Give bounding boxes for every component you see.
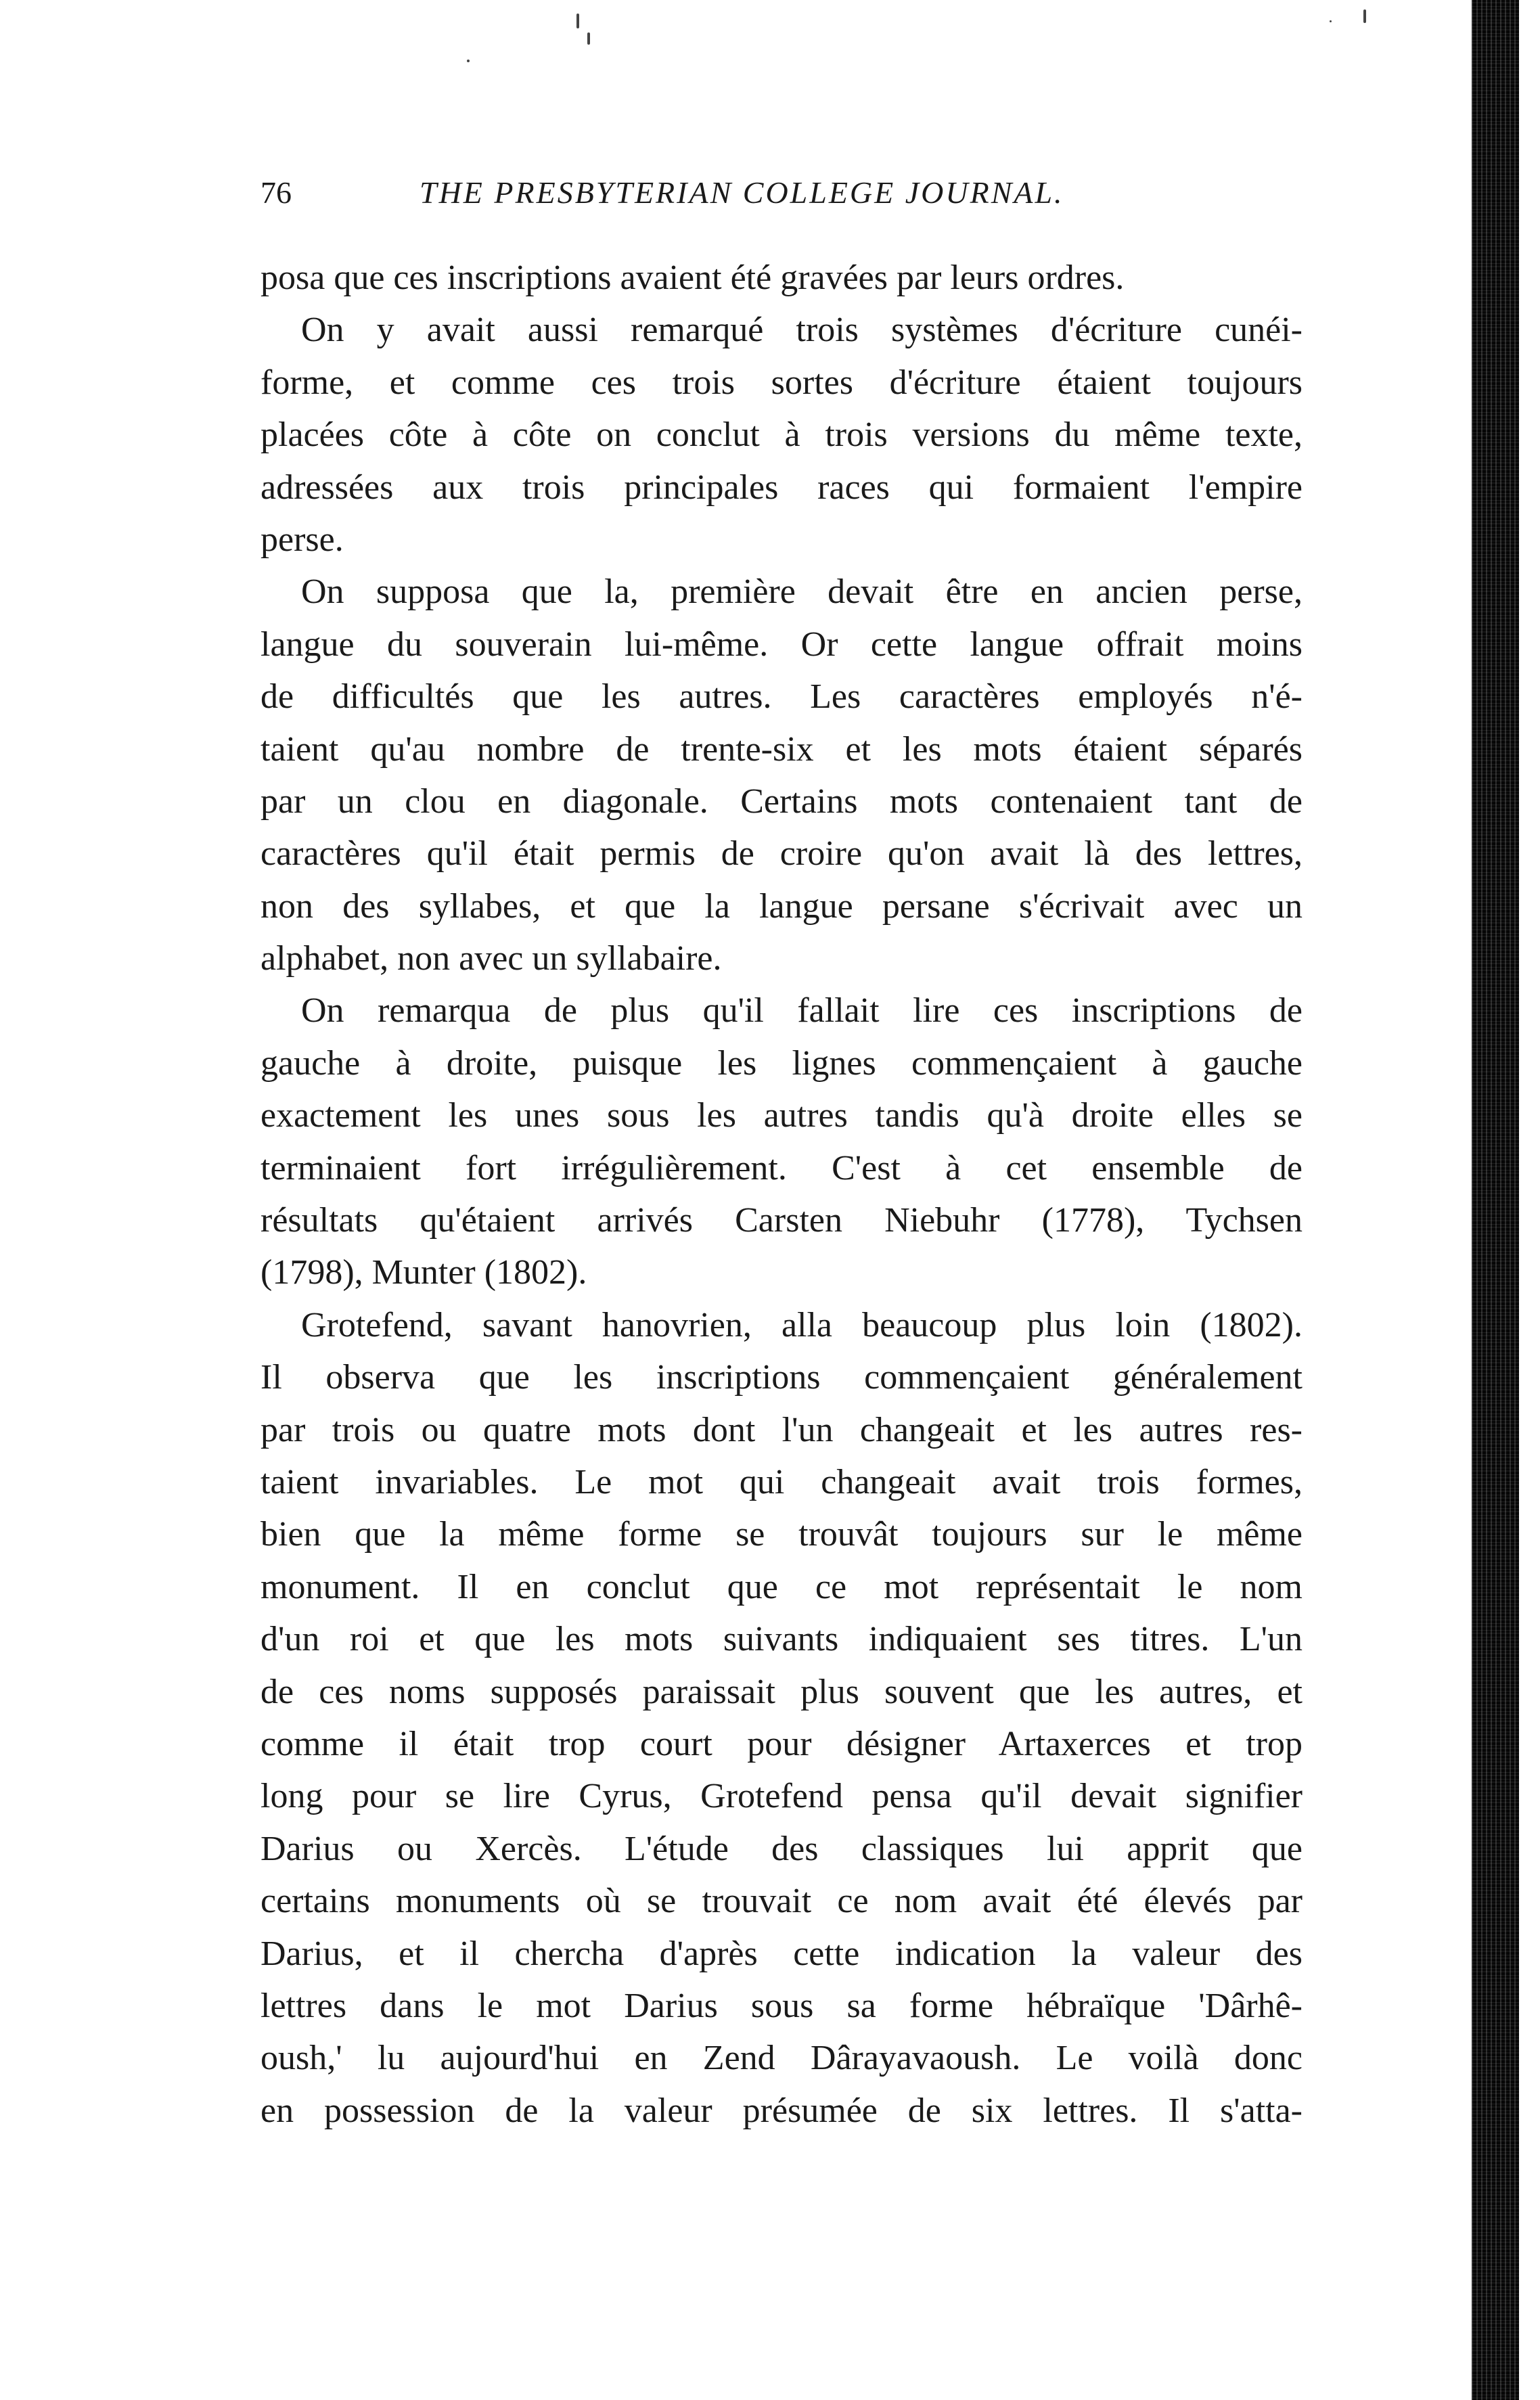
scan-speck bbox=[1330, 20, 1332, 22]
text-line: terminaient fort irrégulièrement. C'est à cet ensemble de bbox=[261, 1148, 1303, 1187]
text-line: alphabet, non avec un syllabaire. bbox=[261, 939, 722, 978]
scan-speck bbox=[467, 60, 470, 62]
scanned-book-edge bbox=[1472, 0, 1519, 2400]
text-line: Il observa que les inscriptions commençaient généralement bbox=[261, 1358, 1303, 1397]
text-line: taient invariables. Le mot qui changeait avait trois formes, bbox=[261, 1462, 1303, 1501]
text-line: taient qu'au nombre de trente-six et les mots étaient séparés bbox=[261, 729, 1303, 769]
scan-speck bbox=[1363, 9, 1366, 23]
text-line: placées côte à côte on conclut à trois versions du même texte, bbox=[261, 415, 1303, 455]
text-line: Darius ou Xercès. L'étude des classiques lui apprit que bbox=[261, 1829, 1303, 1868]
text-line: par un clou en diagonale. Certains mots contenaient tant de bbox=[261, 782, 1303, 821]
text-line: Darius, et il chercha d'après cette indication la valeur des bbox=[261, 1934, 1303, 1973]
paragraph-first-line: Grotefend, savant hanovrien, alla beaucoup plus loin (1802). bbox=[301, 1305, 1303, 1344]
running-title: THE PRESBYTERIAN COLLEGE JOURNAL. bbox=[420, 175, 1064, 210]
text-line: monument. Il en conclut que ce mot représentait le nom bbox=[261, 1567, 1303, 1606]
text-line: de difficultés que les autres. Les caractères employés n'é- bbox=[261, 677, 1303, 717]
text-line: caractères qu'il était permis de croire qu'on avait là des lettres, bbox=[261, 834, 1303, 874]
text-line: en possession de la valeur présumée de six lettres. Il s'atta- bbox=[261, 2091, 1303, 2130]
text-line: de ces noms supposés paraissait plus souvent que les autres, et bbox=[261, 1672, 1303, 1711]
text-line: (1798), Munter (1802). bbox=[261, 1253, 587, 1292]
scan-speck bbox=[587, 32, 590, 45]
text-line: forme, et comme ces trois sortes d'écriture étaient toujours bbox=[261, 363, 1303, 402]
text-line: posa que ces inscriptions avaient été gravées par leurs ordres. bbox=[261, 258, 1125, 297]
text-line: lettres dans le mot Darius sous sa forme hébraïque 'Dârhê- bbox=[261, 1986, 1303, 2025]
paragraph-first-line: On remarqua de plus qu'il fallait lire ces inscriptions de bbox=[301, 991, 1303, 1031]
text-line: bien que la même forme se trouvât toujours sur le même bbox=[261, 1515, 1303, 1554]
page-header bbox=[261, 169, 1303, 217]
page-number: 76 bbox=[261, 175, 292, 210]
text-line: long pour se lire Cyrus, Grotefend pensa qu'il devait signifier bbox=[261, 1777, 1303, 1816]
text-line: non des syllabes, et que la langue persane s'écrivait avec un bbox=[261, 886, 1303, 926]
paragraph-first-line: On y avait aussi remarqué trois systèmes d'écriture cunéi- bbox=[301, 311, 1303, 350]
text-line: oush,' lu aujourd'hui en Zend Dârayavaoush. Le voilà donc bbox=[261, 2039, 1303, 2078]
scan-speck bbox=[576, 14, 579, 28]
text-line: certains monuments où se trouvait ce nom avait été élevés par bbox=[261, 1882, 1303, 1921]
text-line: langue du souverain lui-même. Or cette langue offrait moins bbox=[261, 625, 1303, 664]
text-line: par trois ou quatre mots dont l'un changeait et les autres res- bbox=[261, 1410, 1303, 1449]
text-line: d'un roi et que les mots suivants indiquaient ses titres. L'un bbox=[261, 1620, 1303, 1659]
body-text bbox=[261, 252, 1303, 2137]
text-line: exactement les unes sous les autres tandis qu'à droite elles se bbox=[261, 1096, 1303, 1135]
text-line: comme il était trop court pour désigner Artaxerces et trop bbox=[261, 1724, 1303, 1763]
text-line: adressées aux trois principales races qui formaient l'empire bbox=[261, 468, 1303, 507]
text-line: gauche à droite, puisque les lignes commençaient à gauche bbox=[261, 1043, 1303, 1083]
paragraph-first-line: On supposa que la, première devait être en ancien perse, bbox=[301, 572, 1303, 612]
text-line: perse. bbox=[261, 520, 344, 559]
text-line: résultats qu'étaient arrivés Carsten Niebuhr (1778), Tychsen bbox=[261, 1201, 1303, 1240]
